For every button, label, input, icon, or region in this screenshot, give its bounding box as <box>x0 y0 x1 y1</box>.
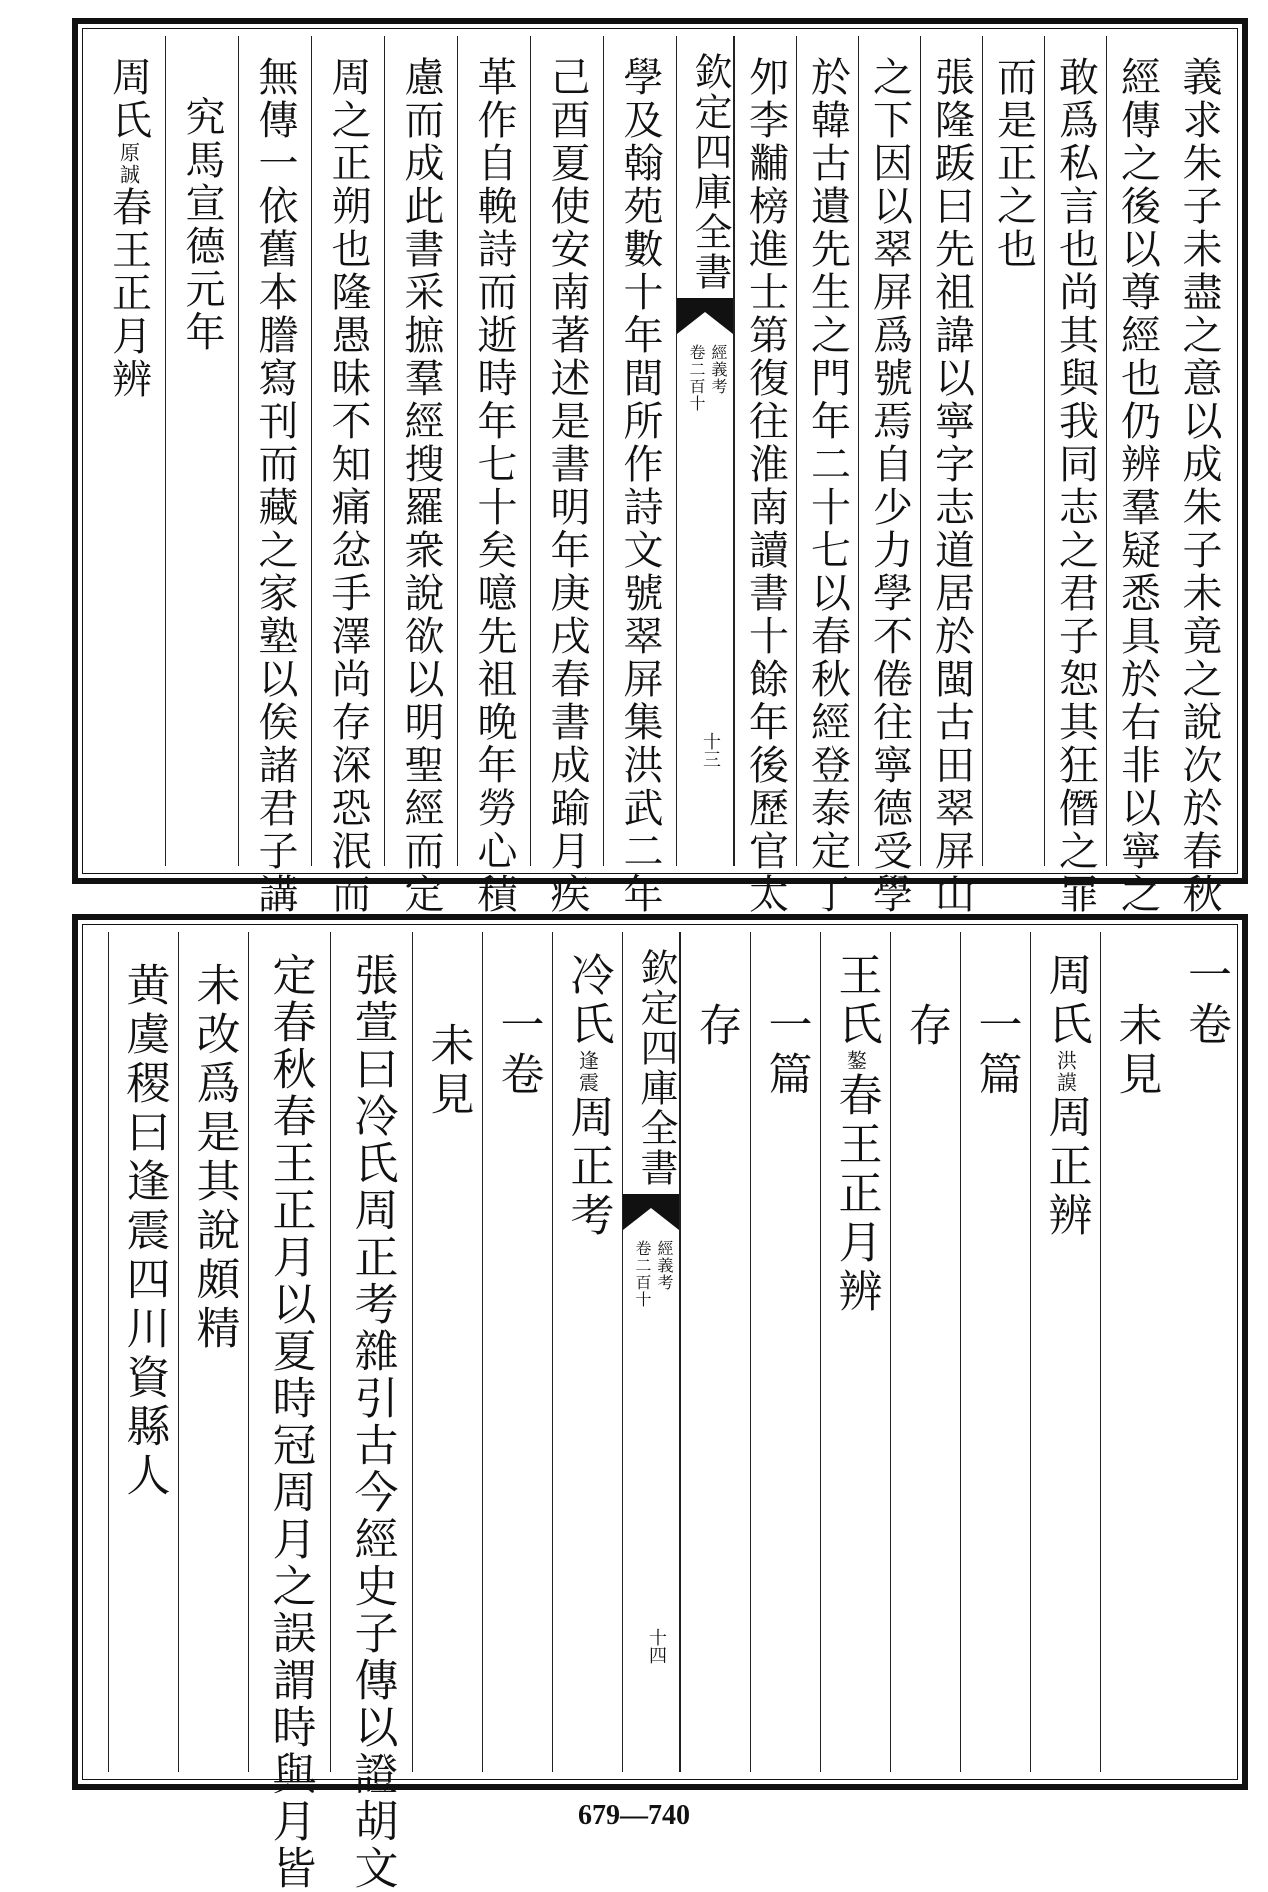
text-column <box>1106 36 1168 916</box>
column-text: 一篇 <box>970 1002 1022 1100</box>
center-margin <box>676 36 734 866</box>
author-entry <box>562 932 614 1241</box>
text-column <box>412 932 482 1772</box>
column-text: 未見 <box>1110 1002 1162 1100</box>
column-text: 黄虞稷曰逢震四川資縣人 <box>118 962 170 1501</box>
column-text: 學及翰苑數十年間所作詩文號翠屏集洪武二年 <box>617 56 663 916</box>
column-text: 究馬宣德元年 <box>179 96 225 354</box>
author-given-name: 鏊 <box>843 1050 868 1072</box>
work-title: 春王正月辨 <box>105 186 152 401</box>
top-page-left-strip <box>84 30 154 872</box>
work-title: 周正辨 <box>1040 1094 1092 1241</box>
text-column <box>552 932 622 1772</box>
author-given-name: 逢震 <box>575 1050 600 1094</box>
author-entry <box>830 932 882 1317</box>
text-column <box>1030 932 1100 1772</box>
text-column <box>796 36 858 916</box>
text-column <box>603 36 676 916</box>
column-text: 張隆䟦曰先祖諱以寧字志道居於閩古田翠屏山 <box>928 56 975 916</box>
column-text: 存 <box>900 1002 952 1051</box>
book-title: 欽定四庫全書 <box>634 948 678 1188</box>
column-text: 一卷 <box>1180 952 1231 1050</box>
page-footer: 679—740 <box>578 1800 690 1831</box>
text-column <box>1100 932 1170 1772</box>
text-column <box>858 36 920 916</box>
column-text: 己酉夏使安南著述是書明年庚戌春書成踰月疾 <box>544 56 590 916</box>
column-text: 未見 <box>422 1022 474 1120</box>
column-text: 夘李黼榜進士第復往淮南讀書十餘年後歷官太 <box>742 56 789 916</box>
text-column <box>734 36 796 916</box>
page-number: 十四 <box>646 1628 667 1664</box>
text-column <box>960 932 1030 1772</box>
column-text: 於韓古遺先生之門年二十七以春秋經登泰定丁 <box>804 56 851 916</box>
book-title: 欽定四庫全書 <box>688 52 732 292</box>
author-name: 周氏 <box>1040 952 1092 1050</box>
center-margin <box>622 932 680 1772</box>
text-column <box>165 36 238 866</box>
text-column <box>384 36 457 916</box>
column-text: 義求朱子未盡之意以成朱子未竟之說次於春秋 <box>1176 56 1222 916</box>
text-column <box>982 36 1044 866</box>
column-text: 存 <box>690 1002 742 1051</box>
text-column <box>920 36 982 916</box>
column-text: 未改爲是其說頗精 <box>188 962 240 1354</box>
book-name: 經義考 <box>709 344 728 395</box>
text-column <box>238 36 311 916</box>
column-text: 革作自輓詩而逝時年七十矣噫先祖晚年勞心積 <box>471 56 517 916</box>
column-text: 張萱曰冷氏周正考雜引古今經史子傳以證胡文 <box>346 952 398 1892</box>
text-column <box>530 36 603 916</box>
author-name: 王氏 <box>830 952 882 1050</box>
author-given-name: 原誠 <box>116 142 141 186</box>
text-column <box>1170 932 1240 1772</box>
column-text: 之下因以翠屏爲號焉自少力學不倦往寧德受學 <box>866 56 913 916</box>
column-text: 一卷 <box>492 1002 544 1100</box>
volume-number: 卷二百十 <box>687 344 706 412</box>
text-column <box>750 932 820 1772</box>
column-text: 而是正之也 <box>990 56 1037 271</box>
text-column <box>248 932 330 1892</box>
text-column <box>457 36 530 916</box>
column-text: 一篇 <box>760 1002 812 1100</box>
column-text: 定春秋春王正月以夏時冠周月之誤謂時與月皆 <box>264 952 316 1892</box>
column-text: 慮而成此書采摭羣經搜羅衆說欲以明聖經而定 <box>398 56 444 916</box>
author-given-name: 洪謨 <box>1053 1050 1078 1094</box>
fish-tail-mark <box>677 298 733 334</box>
author-name: 周氏 <box>105 56 152 142</box>
page-number: 十三 <box>700 732 721 768</box>
text-column <box>680 932 750 1772</box>
book-name: 經義考 <box>655 1240 674 1291</box>
text-column <box>108 932 178 1772</box>
top-page <box>72 18 1248 916</box>
text-column <box>1044 36 1106 916</box>
text-column <box>330 932 412 1892</box>
author-entry <box>1040 932 1092 1241</box>
fish-tail-mark <box>623 1194 679 1230</box>
work-title: 春王正月辨 <box>830 1072 882 1317</box>
text-column <box>178 932 248 1772</box>
text-column <box>1168 36 1230 916</box>
column-text: 周之正朔也隆愚昧不知痛忿手澤尚存深恐泯而 <box>325 56 371 916</box>
column-text: 無傳一依舊本謄寫刊而藏之家塾以俟諸君子講 <box>252 56 298 916</box>
text-column <box>482 932 552 1772</box>
text-column <box>311 36 384 916</box>
work-title: 周正考 <box>562 1094 614 1241</box>
column-text: 敢爲私言也尚其與我同志之君子恕其狂僭之罪 <box>1052 56 1099 916</box>
column-text: 經傳之後以尊經也仍辨羣疑悉具於右非以寧之 <box>1114 56 1161 916</box>
author-name: 冷氏 <box>562 952 614 1050</box>
text-column <box>890 932 960 1772</box>
volume-number: 卷二百十 <box>633 1240 652 1308</box>
text-column <box>820 932 890 1772</box>
